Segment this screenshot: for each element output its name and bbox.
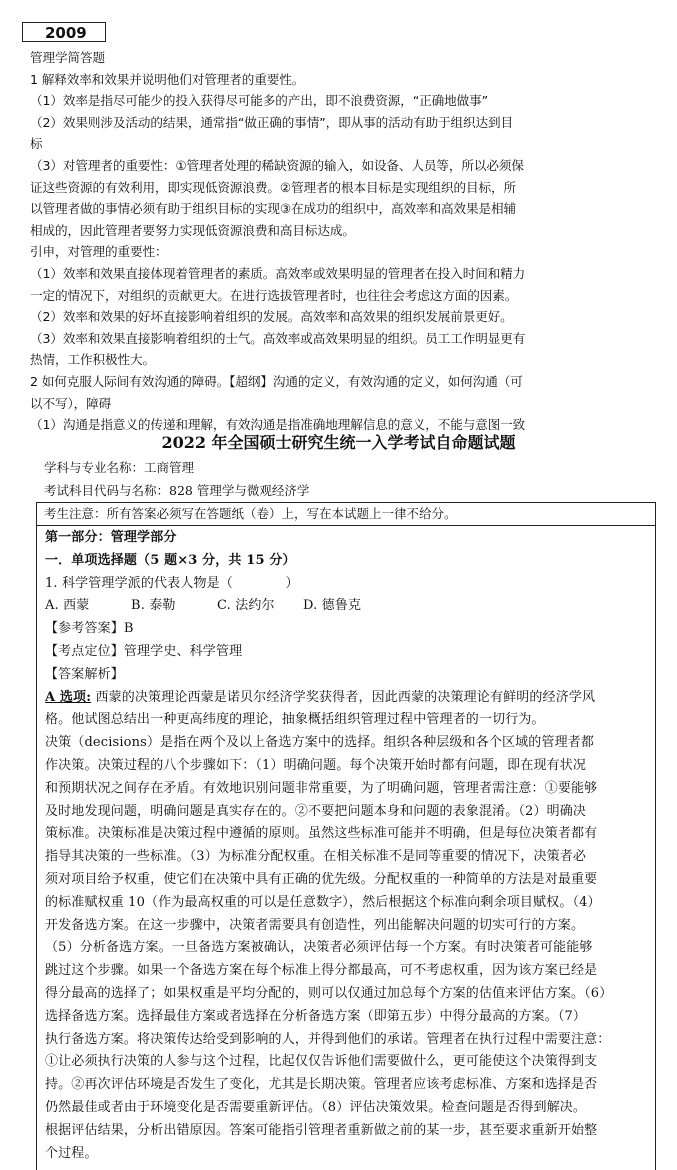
excerpt-line: （2）效率和效果的好坏直接影响着组织的发展。高效率和高效果的组织发展前景更好。 bbox=[30, 309, 513, 325]
top-excerpt bbox=[0, 0, 677, 433]
body-line: 策标准。决策标准是决策过程中遵循的原则。虽然这些标准可能并不明确，但是每位决策者都有 bbox=[45, 826, 598, 842]
excerpt-line: （3）效率和效果直接影响着组织的士气。高效率或高效果明显的组织。员工工作明显更有 bbox=[30, 330, 526, 346]
body-line: 格。他试图总结出一种更高纬度的理论，抽象概括组织管理过程中管理者的一切行为。 bbox=[45, 712, 545, 728]
option-a-text: 西蒙的决策理论西蒙是诺贝尔经济学奖获得者，因此西蒙的决策理论有鲜明的经济学风 bbox=[91, 689, 596, 705]
excerpt-line: （1）效率是指尽可能少的投入获得尽可能多的产出，即不浪费资源，“正确地做事” bbox=[30, 93, 489, 109]
body-line: 持。②再次评估环境是否发生了变化，尤其是长期决策。管理者应该考虑标准、方案和选择是否 bbox=[45, 1077, 598, 1093]
exam-title: 2022 年全国硕士研究生统一入学考试自命题试题 bbox=[161, 433, 516, 452]
excerpt-line: 以管理者做的事情必须有助于组织目标的实现③在成功的组织中，高效率和高效果是相辅 bbox=[30, 201, 516, 217]
topic-location: 【考点定位】管理学史、科学管理 bbox=[45, 643, 243, 659]
analysis-label: 【答案解析】 bbox=[45, 666, 124, 682]
year-box: 2009 bbox=[22, 22, 106, 42]
reference-answer: 【参考答案】B bbox=[45, 621, 134, 637]
subject-code-line: 考试科目代码与名称：828 管理学与微观经济学 bbox=[44, 483, 310, 498]
answer-text bbox=[45, 527, 649, 1165]
section-heading: 一．单项选择题（5 题×3 分，共 15 分） bbox=[45, 552, 296, 568]
excerpt-line: 2 如何克服人际间有效沟通的障碍。【超纲】沟通的定义，有效沟通的定义，如何沟通（可 bbox=[30, 373, 523, 389]
body-line: 个过程。 bbox=[45, 1145, 98, 1161]
exam-page bbox=[0, 424, 677, 1170]
answer-box bbox=[36, 525, 656, 1170]
excerpt-text bbox=[30, 47, 670, 436]
option-b: B. 泰勒 bbox=[131, 598, 176, 614]
option-d: D. 德鲁克 bbox=[303, 598, 362, 614]
excerpt-line: （3）对管理者的重要性：①管理者处理的稀缺资源的输入，如设备、人员等，所以必须保 bbox=[30, 157, 524, 173]
body-line: 得分最高的选择了；如果权重是平均分配的，则可以仅通过加总每个方案的估值来评估方案。（6） bbox=[45, 985, 613, 1001]
excerpt-line: （1）效率和效果直接体现着管理者的素质。高效率或效果明显的管理者在投入时间和精力 bbox=[30, 265, 526, 281]
excerpt-line: （1）沟通是指意义的传递和理解，有效沟通是指准确地理解信息的意义，不能与意图一致 bbox=[30, 417, 526, 433]
body-line: 须对项目给予权重，使它们在决策中具有正确的优先级。分配权重的一种简单的方法是对最重要 bbox=[45, 871, 598, 887]
subject-line: 学科与专业名称：工商管理 bbox=[44, 460, 195, 475]
body-line: 指导其决策的一些标准。（3）为标准分配权重。在相关标准不是同等重要的情况下，决策者必 bbox=[45, 849, 587, 865]
body-line: 执行备选方案。将决策传达给受到影响的人，并得到他们的承诺。管理者在执行过程中需要注意： bbox=[45, 1031, 611, 1047]
option-c: C. 法约尔 bbox=[217, 598, 275, 614]
body-line: 仍然最佳或者由于环境变化是否需要重新评估。（8）评估决策效果。检查问题是否得到解决。 bbox=[45, 1099, 587, 1115]
excerpt-line: 热情，工作积极性大。 bbox=[30, 352, 155, 368]
exam-notice: 考生注意：所有答案必须写在答题纸（卷）上，写在本试题上一律不给分。 bbox=[36, 502, 656, 526]
body-line: 根据评估结果，分析出错原因。答案可能指引管理者重新做之前的某一步，甚至要求重新开始整 bbox=[45, 1122, 598, 1138]
options-row bbox=[45, 595, 649, 618]
excerpt-line: （2）效果则涉及活动的结果，通常指“做正确的事情”，即从事的活动有助于组织达到目 bbox=[30, 114, 514, 130]
question-1: 1. 科学管理学派的代表人物是（ ） bbox=[45, 575, 299, 591]
excerpt-line: 1 解释效率和效果并说明他们对管理者的重要性。 bbox=[30, 71, 305, 87]
body-line: 跳过这个步骤。如果一个备选方案在每个标准上得分都最高，可不考虑权重，因为该方案已经是 bbox=[45, 963, 598, 979]
body-line: 作决策。决策过程的八个步骤如下：（1）明确问题。每个决策开始时都有问题，即在现有状况 bbox=[45, 757, 587, 773]
part-heading: 第一部分：管理学部分 bbox=[45, 530, 177, 545]
body-line: ①让必须执行决策的人参与这个过程，比起仅仅告诉他们需要做什么，更可能使这个决策得到支 bbox=[45, 1054, 598, 1070]
body-line: 开发备选方案。在这一步骤中，决策者需要具有创造性，列出能解决问题的切实可行的方案。 bbox=[45, 917, 585, 933]
excerpt-line: 管理学简答题 bbox=[30, 50, 105, 65]
excerpt-line: 标 bbox=[30, 136, 43, 152]
excerpt-line: 引申，对管理的重要性： bbox=[30, 244, 168, 260]
excerpt-line: 一定的情况下，对组织的贡献更大。在进行选拔管理者时，也往往会考虑这方面的因素。 bbox=[30, 287, 518, 303]
body-line: 决策（decisions）是指在两个及以上备选方案中的选择。组织各种层级和各个区域的管理者都 bbox=[45, 735, 595, 751]
body-line: 的标准赋权重 10（作为最高权重的可以是任意数字），然后根据这个标准向剩余项目赋权。（4） bbox=[45, 894, 601, 910]
body-line: （5）分析备选方案。一旦备选方案被确认，决策者必须评估每一个方案。有时决策者可能能够 bbox=[45, 940, 593, 956]
body-line: 及时地发现问题，明确问题是真实存在的。②不要把问题本身和问题的表象混淆。（2）明确决 bbox=[45, 803, 587, 819]
excerpt-line: 相成的，因此管理者要努力实现低资源浪费和高目标达成。 bbox=[30, 222, 355, 238]
excerpt-line: 以不写），障碍 bbox=[30, 395, 112, 411]
option-a-analysis bbox=[45, 687, 649, 710]
body-line: 和预期状况之间存在矛盾。有效地识别问题非常重要，为了明确问题，管理者需注意：①要能够 bbox=[45, 780, 598, 796]
excerpt-line: 证这些资源的有效利用，即实现低资源浪费。②管理者的根本目标是实现组织的目标，所 bbox=[30, 179, 516, 195]
option-a: A. 西蒙 bbox=[45, 598, 90, 614]
option-a-label: A 选项: bbox=[45, 689, 92, 705]
body-line: 选择备选方案。选择最佳方案或者选择在分析备选方案（即第五步）中得分最高的方案。（7） bbox=[45, 1008, 587, 1024]
